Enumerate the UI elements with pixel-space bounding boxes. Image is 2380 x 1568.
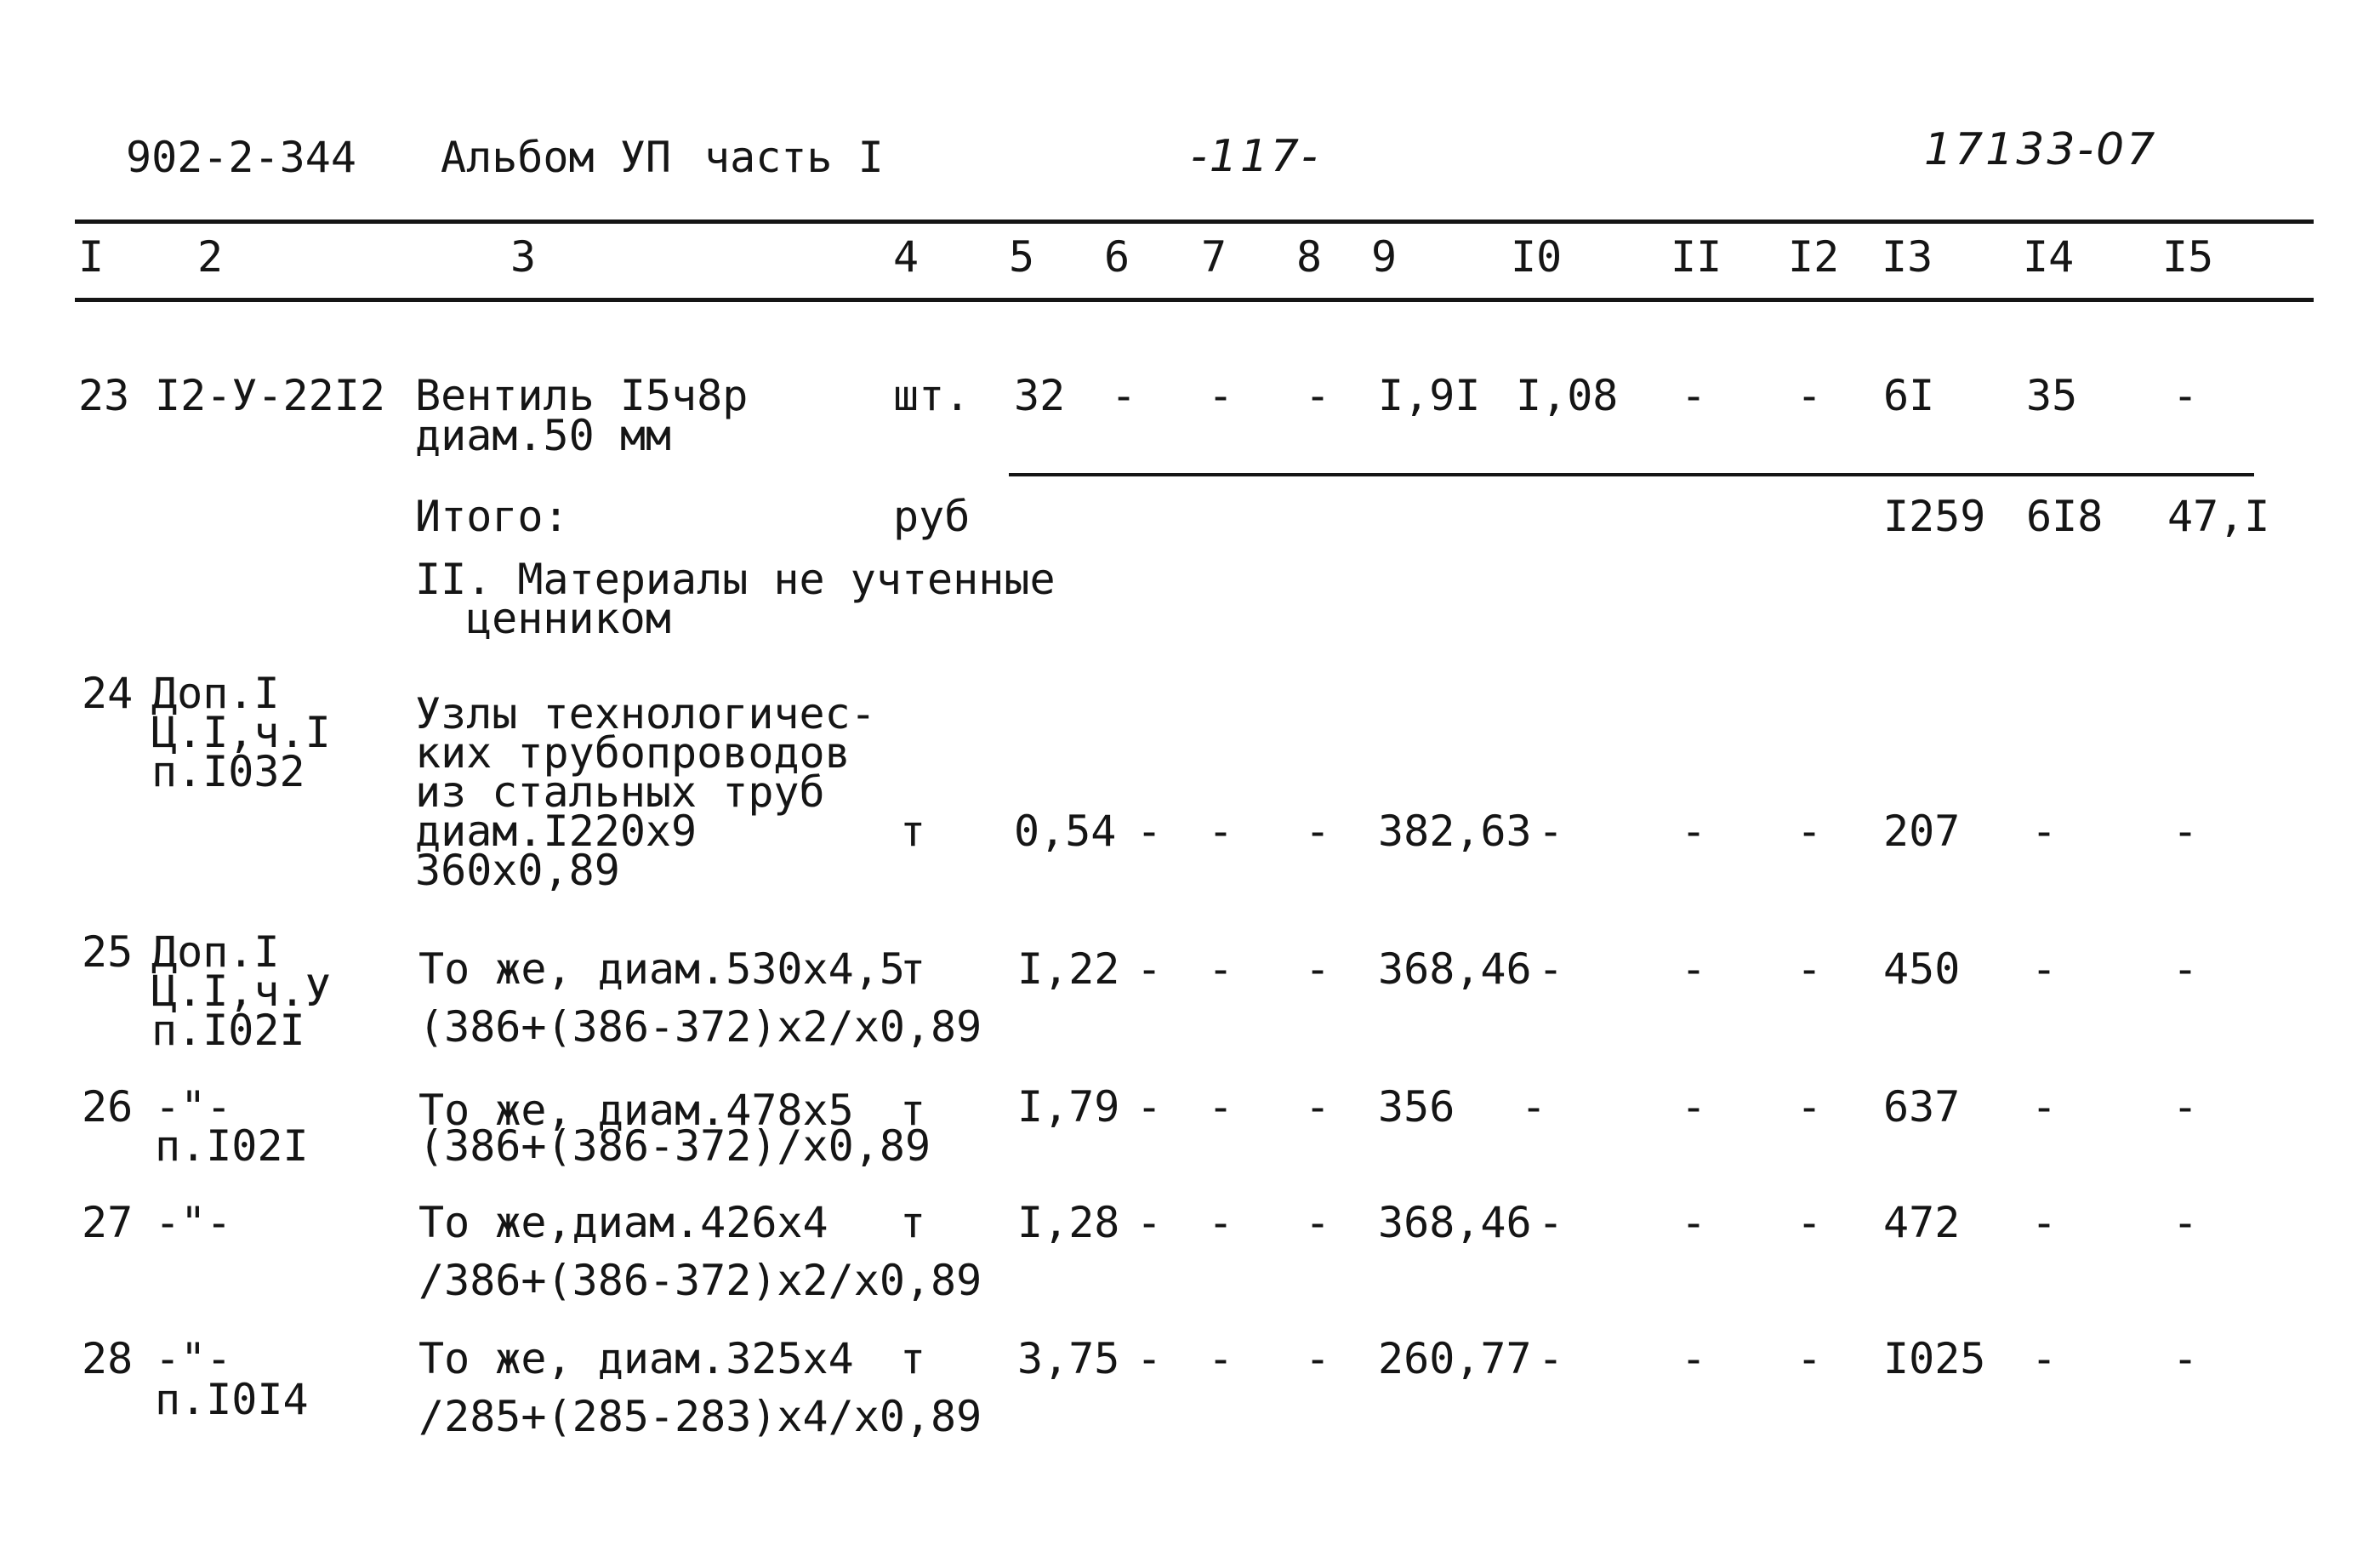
row-unit: т	[900, 1334, 926, 1383]
row-description: диам.50 мм	[415, 411, 672, 460]
cell-col5: I,79	[1017, 1082, 1120, 1132]
cell-col7: -	[1208, 1082, 1234, 1132]
row-code: Ц.I,ч.У	[151, 966, 331, 1016]
column-number: I	[78, 232, 105, 282]
cell-col8: -	[1305, 1334, 1331, 1383]
cell-col15: -	[2172, 944, 2199, 994]
row-description: диам.I220х9	[415, 807, 697, 856]
cell-col10: -	[1538, 1198, 1564, 1247]
cell-col15: -	[2172, 1198, 2199, 1247]
page-number: -117-	[1191, 131, 1320, 182]
cell-col12: -	[1796, 807, 1823, 856]
row-code: п.I032	[151, 747, 305, 796]
cell-col6: -	[1136, 807, 1163, 856]
cell-col10: I,08	[1516, 371, 1619, 420]
row-number: 25	[82, 927, 134, 977]
cell-col6: -	[1136, 1334, 1163, 1383]
cell-col11: -	[1681, 371, 1707, 420]
row-number: 24	[82, 669, 134, 718]
row-number: 26	[82, 1082, 134, 1132]
cell-col14: 35	[2026, 371, 2078, 420]
row-code: Доп.I	[151, 669, 280, 718]
row-description: ких трубопроводов	[415, 728, 851, 778]
row-code: -"-	[155, 1082, 232, 1132]
cell-col11: -	[1681, 1198, 1707, 1247]
column-number: II	[1671, 232, 1722, 282]
cell-col7: -	[1208, 944, 1234, 994]
row-unit: т	[900, 807, 926, 856]
column-number: 8	[1296, 232, 1323, 282]
row-description: То же, диам.325х4	[418, 1334, 854, 1383]
cell-col14: -	[2031, 1198, 2058, 1247]
cell-col9: 382,63	[1378, 807, 1532, 856]
column-number: 6	[1104, 232, 1130, 282]
cell-col9: 260,77	[1378, 1334, 1532, 1383]
cell-col7: -	[1208, 1198, 1234, 1247]
cell-col14: -	[2031, 1334, 2058, 1383]
total-col14: 6I8	[2026, 492, 2104, 541]
cell-col13: 6I	[1883, 371, 1935, 420]
column-number: 5	[1009, 232, 1035, 282]
cell-col11: -	[1681, 807, 1707, 856]
row-description: То же,диам.426х4	[418, 1198, 828, 1247]
cell-col6: -	[1136, 1198, 1163, 1247]
row-unit: т	[900, 1086, 926, 1135]
album-title: Альбом УП	[441, 133, 671, 182]
row-description: 360х0,89	[415, 846, 620, 895]
cell-col9: 368,46	[1378, 1198, 1532, 1247]
total-col13: I259	[1883, 492, 1986, 541]
row-description: Узлы технологичес-	[415, 689, 876, 738]
row-description: из стальных труб	[415, 767, 825, 817]
cell-col13: I025	[1883, 1334, 1986, 1383]
row-description: То же, диам.530х4,5	[418, 944, 905, 994]
cell-col15: -	[2172, 1082, 2199, 1132]
cell-col13: 450	[1883, 944, 1961, 994]
cell-col13: 207	[1883, 807, 1961, 856]
cell-col15: -	[2172, 1334, 2199, 1383]
row-code: Доп.I	[151, 927, 280, 977]
cell-col9: I,9I	[1378, 371, 1481, 420]
row-number: 23	[78, 371, 130, 420]
cell-col5: I,22	[1017, 944, 1120, 994]
cell-col11: -	[1681, 1082, 1707, 1132]
cell-col8: -	[1305, 807, 1331, 856]
cell-col11: -	[1681, 1334, 1707, 1383]
cell-col7: -	[1208, 371, 1234, 420]
cell-col8: -	[1305, 1082, 1331, 1132]
document-stamp: 17133-07	[1924, 124, 2158, 175]
cell-col5: 0,54	[1014, 807, 1117, 856]
column-number: 3	[510, 232, 537, 282]
row-code: п.I02I	[151, 1006, 305, 1055]
column-number: I5	[2162, 232, 2214, 282]
column-number: 2	[197, 232, 224, 282]
section-heading: II. Материалы не учтенные	[415, 555, 1056, 604]
row-number: 28	[82, 1334, 134, 1383]
cell-col10: -	[1521, 1082, 1547, 1132]
cell-col10: -	[1538, 1334, 1564, 1383]
row-code: I2-У-22I2	[155, 371, 385, 420]
cell-col12: -	[1796, 1334, 1823, 1383]
row-code: п.I0I4	[155, 1375, 309, 1424]
cell-col12: -	[1796, 1082, 1823, 1132]
cell-col9: 356	[1378, 1082, 1455, 1132]
row-code: Ц.I,ч.I	[151, 708, 331, 757]
cell-col9: 368,46	[1378, 944, 1532, 994]
total-col15: 47,I	[2167, 492, 2270, 541]
total-unit: руб	[893, 492, 971, 541]
row-number: 27	[82, 1198, 134, 1247]
cell-col12: -	[1796, 1198, 1823, 1247]
cell-col12: -	[1796, 944, 1823, 994]
album-part: часть I	[704, 133, 884, 182]
column-number: I0	[1511, 232, 1563, 282]
column-number: 4	[893, 232, 920, 282]
row-unit: шт.	[893, 371, 971, 420]
total-rule	[1009, 473, 2254, 476]
cell-col14: -	[2031, 1082, 2058, 1132]
cell-col10: -	[1538, 944, 1564, 994]
row-description: То же, диам.478х5	[418, 1086, 854, 1135]
section-heading: ценником	[466, 594, 671, 643]
cell-col6: -	[1136, 944, 1163, 994]
row-description: /386+(386-372)х2/х0,89	[418, 1256, 982, 1305]
row-code: -"-	[155, 1334, 232, 1383]
cell-col8: -	[1305, 371, 1331, 420]
row-description: (386+(386-372)/х0,89	[418, 1121, 931, 1171]
top-rule	[75, 220, 2314, 224]
cell-col14: -	[2031, 807, 2058, 856]
column-number: 7	[1201, 232, 1227, 282]
column-number: I2	[1788, 232, 1840, 282]
cell-col10: -	[1538, 807, 1564, 856]
row-description: /285+(285-283)х4/х0,89	[418, 1392, 982, 1441]
cell-col15: -	[2172, 807, 2199, 856]
row-unit: т	[900, 944, 926, 994]
column-number: I4	[2023, 232, 2075, 282]
cell-col15: -	[2172, 371, 2199, 420]
cell-col5: 3,75	[1017, 1334, 1120, 1383]
cell-col7: -	[1208, 807, 1234, 856]
total-label: Итого:	[415, 492, 569, 541]
row-description: (386+(386-372)х2/х0,89	[418, 1002, 982, 1052]
header-bottom-rule	[75, 298, 2314, 302]
cell-col6: -	[1111, 371, 1137, 420]
cell-col6: -	[1136, 1082, 1163, 1132]
cell-col12: -	[1796, 371, 1823, 420]
cell-col8: -	[1305, 1198, 1331, 1247]
cell-col13: 637	[1883, 1082, 1961, 1132]
column-number: 9	[1371, 232, 1398, 282]
cell-col14: -	[2031, 944, 2058, 994]
row-code: -"-	[155, 1198, 232, 1247]
cell-col11: -	[1681, 944, 1707, 994]
row-description: Вентиль I5ч8р	[415, 371, 749, 420]
cell-col5: 32	[1014, 371, 1066, 420]
column-number: I3	[1882, 232, 1933, 282]
project-code: 902-2-344	[126, 133, 356, 182]
row-unit: т	[900, 1198, 926, 1247]
cell-col7: -	[1208, 1334, 1234, 1383]
row-code: п.I02I	[155, 1121, 309, 1171]
cell-col13: 472	[1883, 1198, 1961, 1247]
cell-col5: I,28	[1017, 1198, 1120, 1247]
cell-col8: -	[1305, 944, 1331, 994]
